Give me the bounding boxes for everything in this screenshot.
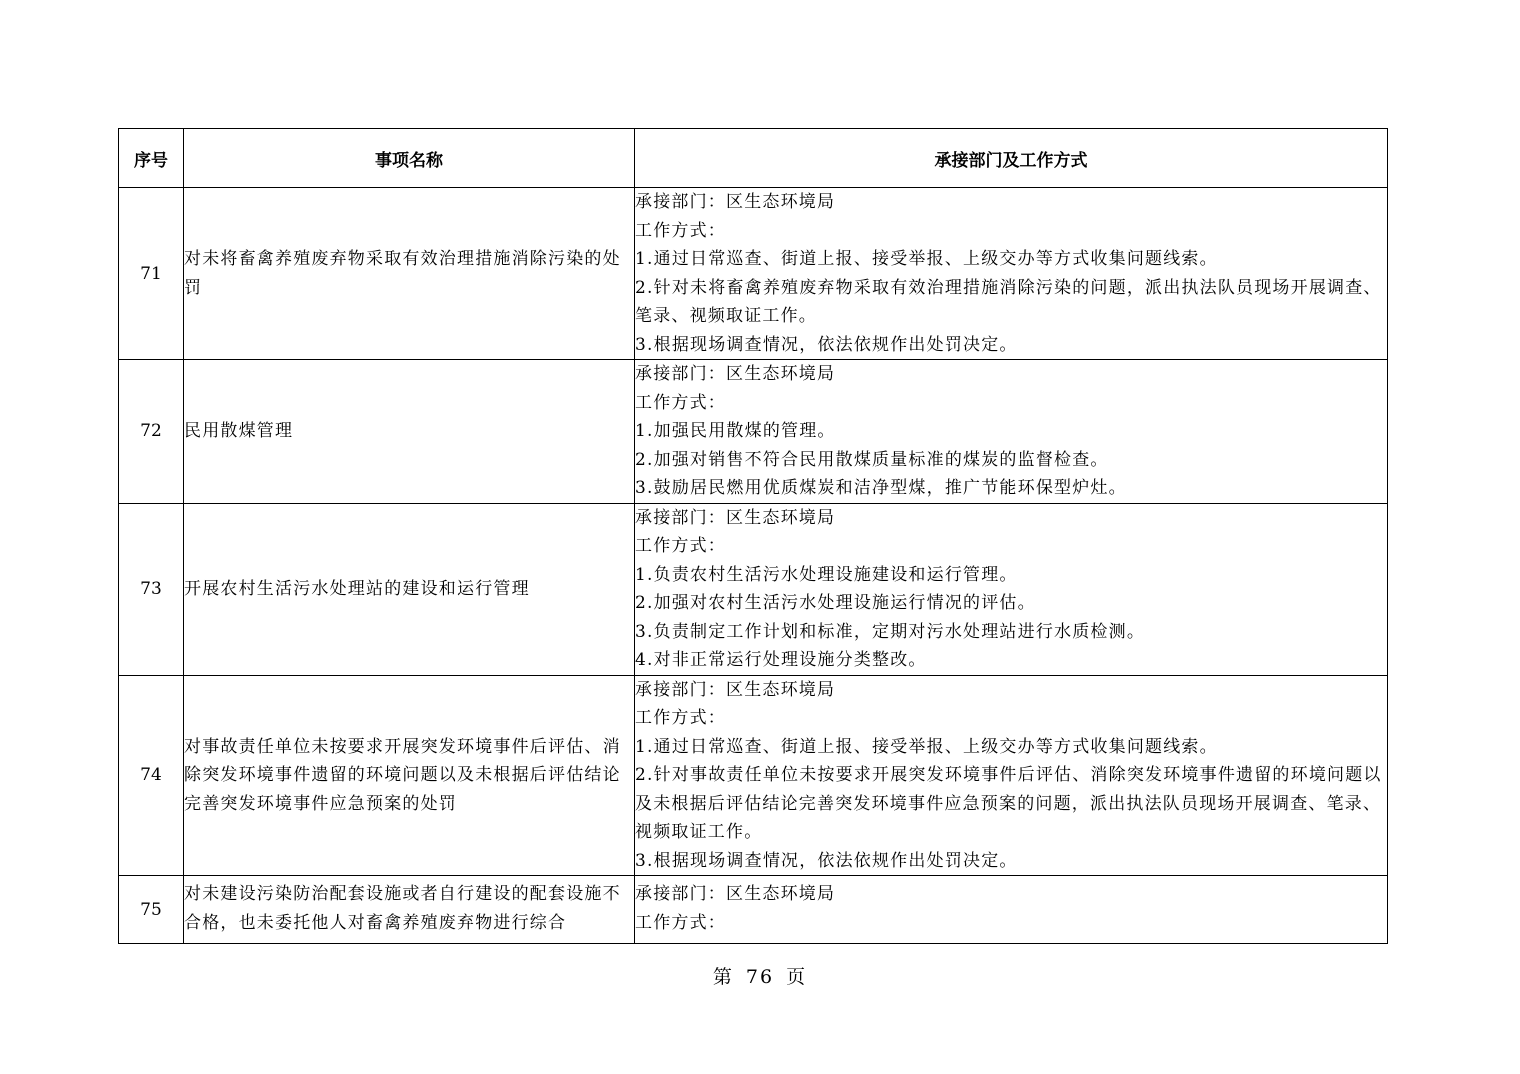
detail-line: 2.加强对农村生活污水处理设施运行情况的评估。 [635,593,1036,613]
item-name-clip [184,880,634,937]
row-number: 75 [119,876,184,944]
detail-line: 4.对非正常运行处理设施分类整改。 [635,650,927,670]
page-number: 76 [745,966,775,988]
detail-line: 承接部门：区生态环境局 [635,884,836,904]
table-row [119,503,1388,675]
detail-line: 承接部门：区生态环境局 [635,507,836,528]
department-method [635,188,1388,360]
table-row [119,876,1388,944]
department-method [635,503,1388,675]
detail-line: 承接部门：区生态环境局 [635,192,836,212]
header-department-method: 承接部门及工作方式 [635,129,1388,188]
header-item-name: 事项名称 [184,129,635,188]
page-suffix: 页 [786,966,808,988]
detail-line: 3.鼓励居民燃用优质煤炭和洁净型煤，推广节能环保型炉灶。 [635,478,1127,498]
detail-line: 1.通过日常巡查、街道上报、接受举报、上级交办等方式收集问题线索。 [635,249,1218,269]
detail-line: 承接部门：区生态环境局 [635,679,836,700]
header-serial: 序号 [119,129,184,188]
item-name: 民用散煤管理 [184,360,635,504]
detail-line: 承接部门：区生态环境局 [635,364,836,384]
detail-line: 1.通过日常巡查、街道上报、接受举报、上级交办等方式收集问题线索。 [635,736,1218,757]
detail-line: 1.负责农村生活污水处理设施建设和运行管理。 [635,564,1018,585]
page-prefix: 第 [712,966,734,988]
page-footer [0,962,1520,989]
row-number: 72 [119,360,184,504]
detail-line: 3.根据现场调查情况，依法依规作出处罚决定。 [635,850,1018,871]
detail-line: 3.根据现场调查情况，依法依规作出处罚决定。 [635,334,1018,355]
department-method [635,876,1388,944]
department-method [635,675,1388,876]
detail-line: 工作方式： [635,220,726,241]
detail-line: 2.针对事故责任单位未按要求开展突发环境事件后评估、消除突发环境事件遗留的环境问题以及未根据后评估结论完善突发环境事件应急预案的问题，派出执法队员现场开展调查、笔录、视频取证工作。 [635,765,1382,842]
item-name: 对事故责任单位未按要求开展突发环境事件后评估、消除突发环境事件遗留的环境问题以及未根据后评估结论完善突发环境事件应急预案的处罚 [184,675,635,876]
table-row [119,188,1388,360]
detail-line: 工作方式： [635,708,726,728]
matters-table [118,128,1388,944]
detail-line: 工作方式： [635,392,726,413]
detail-line: 1.加强民用散煤的管理。 [635,421,836,441]
detail-line: 3.负责制定工作计划和标准，定期对污水处理站进行水质检测。 [635,621,1146,642]
row-number: 73 [119,503,184,675]
detail-line: 工作方式： [635,912,726,933]
table-row [119,675,1388,876]
department-method [635,360,1388,504]
table-header-row [119,129,1388,188]
detail-line: 2.加强对销售不符合民用散煤质量标准的煤炭的监督检查。 [635,449,1109,470]
item-name [184,876,635,944]
item-name: 对未将畜禽养殖废弃物采取有效治理措施消除污染的处罚 [184,188,635,360]
row-number: 71 [119,188,184,360]
detail-line: 工作方式： [635,536,726,556]
table-row [119,360,1388,504]
item-name-text: 对未建设污染防治配套设施或者自行建设的配套设施不合格，也未委托他人对畜禽养殖废弃物进行综合 [184,884,621,933]
item-name: 开展农村生活污水处理站的建设和运行管理 [184,503,635,675]
row-number: 74 [119,675,184,876]
detail-line: 2.针对未将畜禽养殖废弃物采取有效治理措施消除污染的问题，派出执法队员现场开展调查、笔录、视频取证工作。 [635,277,1382,326]
